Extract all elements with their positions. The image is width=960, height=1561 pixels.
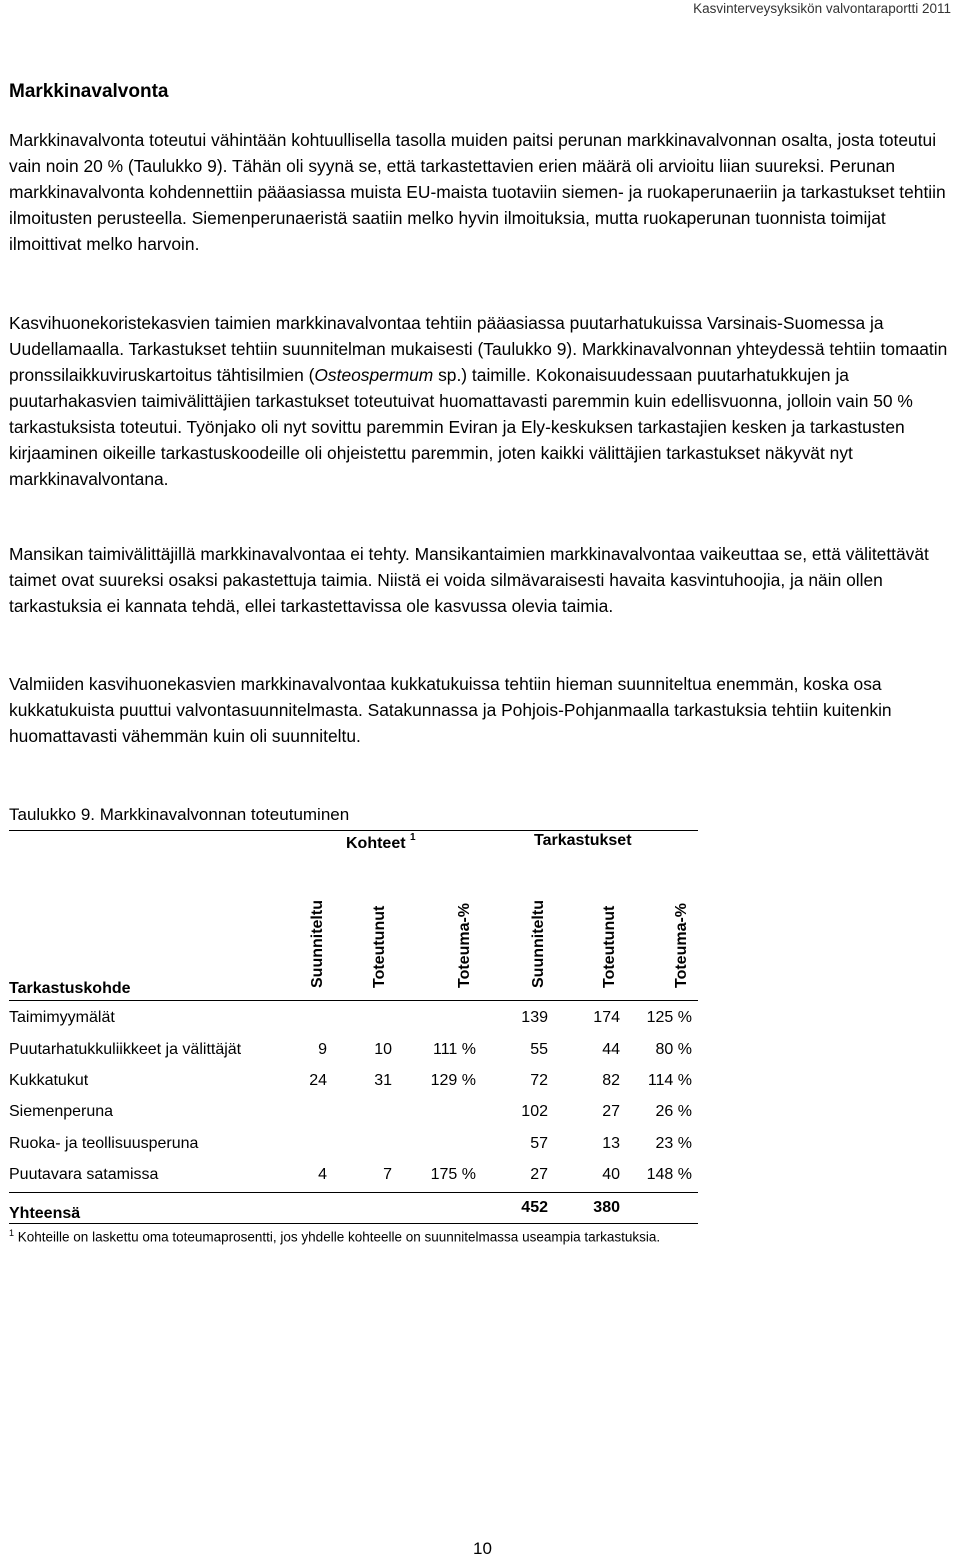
row-label: Siemenperuna (9, 1103, 114, 1120)
cell: 9 (318, 1041, 327, 1058)
row-label: Kukkatukut (9, 1072, 89, 1089)
cell: 4 (318, 1166, 327, 1183)
cell: 148 % (646, 1166, 692, 1183)
cell: 114 % (647, 1072, 692, 1089)
table-row (0, 1041, 700, 1065)
column-header-label: Toteutunut (601, 905, 618, 988)
column-header-label: Toteutunut (371, 905, 388, 988)
table-footnote (9, 1225, 699, 1246)
page-number: 10 (473, 1539, 492, 1558)
row-label: Puutarhatukkuliikkeet ja välittäjät (9, 1041, 242, 1058)
footnote-marker: 1 (9, 1228, 15, 1238)
table-top-rule (9, 830, 698, 831)
column-header-label: Suunniteltu (530, 900, 547, 988)
cell: 80 % (655, 1041, 692, 1058)
row-label: Puutavara satamissa (9, 1166, 159, 1183)
cell: 31 (374, 1072, 392, 1089)
cell: 72 (530, 1072, 548, 1089)
column-header-label: Toteuma-% (456, 902, 473, 988)
table-row (0, 1135, 700, 1159)
column-header-label: Suunniteltu (309, 900, 326, 988)
footnote-marker: 1 (410, 832, 416, 843)
group-header-label: Kohteet (346, 835, 406, 852)
cell: 27 (602, 1103, 620, 1120)
running-header: Kasvinterveysyksikön valvontaraportti 2011 (693, 1, 951, 16)
row-label: Ruoka- ja teollisuusperuna (9, 1135, 199, 1152)
cell: 129 % (430, 1072, 476, 1089)
cell: 102 (521, 1103, 548, 1120)
cell: 57 (530, 1135, 548, 1152)
cell: 24 (309, 1072, 327, 1089)
cell: 82 (602, 1072, 620, 1089)
cell: 174 (593, 1009, 620, 1026)
paragraph-potato-market-control: Markkinavalvonta toteutui vähintään kohtuullisella tasolla muiden paitsi perunan markkinavalvonnan osalta, josta toteutui vain noin 20 % (Taulukko 9). Tähän oli syynä se, että tarkastettavien erien määrä oli arvioitu liian suureksi. Perunan markkinavalvonta kohdennettiin pääasiassa muista EU-maista tuotaviin siemen- ja ruokaperunaeriin ja tarkastukset tehtiin ilmoitusten perusteella. Siemenperunaeristä saatiin melko hyvin ilmoituksia, mutta ruokaperunan tuonnista toimijat ilmoittivat melko harvoin. (9, 130, 946, 254)
cell: 27 (530, 1166, 548, 1183)
paragraph-text-part: sp.) taimille. Kokonaisuudessaan puutarhatukkujen ja puutarhakasvien taimivälittäjien tarkastukset toteutuivat huomattavasti paremmin kuin edellisvuonna, jolloin vain 50 % tarkastuksista toteutui. Työnjako oli nyt sovittu paremmin Eviran ja Ely-keskuksen tarkastajien kesken ja tarkastusten kirjaaminen oikeille tarkastuskoodeille oli ohjeistettu paremmin, joten kaikki välittäjien tarkastukset näkyvät nyt markkinavalvontana. (9, 365, 913, 489)
row-label: Yhteensä (9, 1205, 81, 1222)
column-header-label: Toteuma-% (673, 902, 690, 988)
paragraph-text-part: Kasvihuonekoristekasvien taimien markkinavalvontaa tehtiin pääasiassa puutarhatukuissa Varsinais-Suomessa ja Uudellamaalla. Tarkastukset tehtiin suunnitelman mukaisesti (Taulukko 9). Markkinavalvonnan yhteydessä tehtiin tomaatin pronssilaikkuviruskartoitus tähtisilmien ( (9, 313, 948, 385)
paragraph-greenhouse-ornamentals (9, 310, 953, 492)
table-total-row (0, 1199, 700, 1223)
table-row (0, 1166, 700, 1190)
cell: 40 (602, 1166, 620, 1183)
total-bottom-rule (9, 1223, 698, 1224)
cell: 26 % (655, 1103, 692, 1120)
table-row (0, 1009, 700, 1033)
cell: 10 (374, 1041, 392, 1058)
cell: 44 (602, 1041, 620, 1058)
cell: 7 (383, 1166, 392, 1183)
table-caption: Taulukko 9. Markkinavalvonnan toteutuminen (9, 805, 350, 824)
cell: 111 % (433, 1041, 476, 1058)
cell: 139 (521, 1009, 548, 1026)
group-header-tarkastukset: Tarkastukset (534, 832, 632, 849)
cell: 380 (593, 1199, 620, 1216)
table-row (0, 1072, 700, 1096)
cell: 13 (602, 1135, 620, 1152)
row-label: Taimimyymälät (9, 1009, 115, 1026)
header-bottom-rule (9, 1000, 698, 1001)
cell: 125 % (646, 1009, 692, 1026)
cell: 452 (521, 1199, 548, 1216)
cell: 23 % (655, 1135, 692, 1152)
species-name: Osteospermum (314, 365, 434, 385)
cell: 55 (530, 1041, 548, 1058)
total-top-rule (9, 1192, 698, 1193)
section-heading: Markkinavalvonta (9, 81, 169, 102)
paragraph-flower-wholesale: Valmiiden kasvihuonekasvien markkinavalvontaa kukkatukuissa tehtiin hieman suunniteltua enemmän, koska osa kukkatukuista puuttui valvontasuunnitelmasta. Satakunnassa ja Pohjois-Pohjanmaalla tarkastuksia tehtiin kuitenkin huomattavasti vähemmän kuin oli suunniteltu. (9, 674, 892, 746)
paragraph-strawberry: Mansikan taimivälittäjillä markkinavalvontaa ei tehty. Mansikantaimien markkinavalvontaa vaikeuttaa se, että välitettävät taimet ovat suureksi osaksi pakastettuja taimia. Niistä ei voida silmävaraisesti havaita kasvintuhoojia, ja näin ollen tarkastuksia ei kannata tehdä, ellei tarkastettavissa ole kasvussa olevia taimia. (9, 544, 929, 616)
table-row (0, 1103, 700, 1127)
group-header-kohteet (346, 832, 416, 853)
cell: 175 % (430, 1166, 476, 1183)
row-header-label: Tarkastuskohde (9, 980, 131, 997)
footnote-text: Kohteille on laskettu oma toteumaprosentti, jos yhdelle kohteelle on suunnitelmassa useampia tarkastuksia. (14, 1229, 661, 1245)
